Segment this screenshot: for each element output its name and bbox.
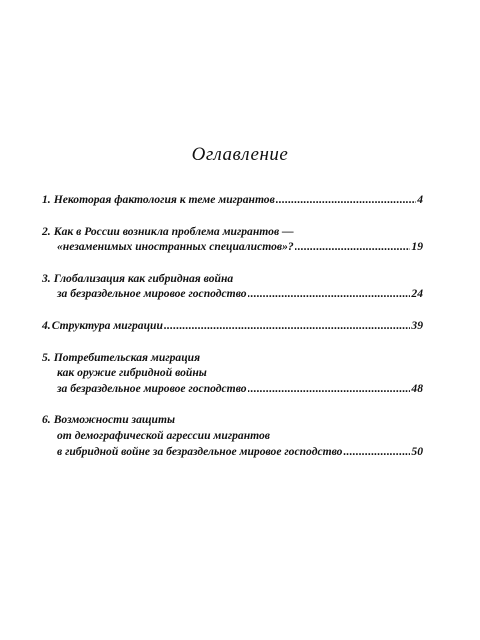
toc-entry-text: Некоторая фактология к теме мигрантов [53,193,275,206]
toc-entry-line [42,318,423,334]
toc-dot-leader [164,318,410,334]
toc-entry-text: Структура миграции [51,318,163,332]
toc-dot-leader [248,286,411,302]
toc-entry-text: за безраздельное мировое господство [57,381,247,395]
toc-dot-leader [343,444,410,460]
toc-page-number: 39 [411,318,423,332]
toc-entry-1[interactable] [42,192,423,208]
toc-entry-line [42,412,423,428]
toc-entry-text: Возможности защиты [53,413,176,427]
toc-entry-text: в гибридной войне за безраздельное мировое господство [57,444,343,458]
toc-list [42,192,423,475]
toc-dot-leader [295,239,411,255]
toc-page-number: 48 [411,381,423,395]
toc-entry-line [42,239,423,255]
toc-entry-3[interactable] [42,271,423,302]
toc-entry-line [42,192,423,208]
toc-entry-text: «незаменимых иностранных специалистов»? [57,240,294,254]
toc-entry-number: 2. [42,224,51,238]
toc-entry-number: 5. [42,350,51,364]
toc-entry-text: Глобализация как гибридная война [53,271,234,285]
toc-entry-text: за безраздельное мировое господство [57,287,247,301]
toc-entry-line [42,428,423,444]
toc-entry-6[interactable] [42,412,423,459]
toc-title: Оглавление [191,144,289,165]
toc-entry-5[interactable] [42,350,423,397]
toc-entry-line [42,381,423,397]
toc-entry-line [42,271,423,287]
toc-entry-4[interactable] [42,318,423,334]
toc-entry-text: Как в России возникла проблема мигрантов — [53,224,294,238]
toc-page-number: 50 [411,444,423,458]
toc-entry-line [42,365,423,381]
toc-dot-leader [248,381,411,397]
toc-entry-line [42,444,423,460]
toc-entry-number: 3. [42,271,51,285]
toc-entry-text: Потребительская миграция [53,350,201,364]
toc-page-number: 4 [417,193,423,206]
toc-entry-number: 6. [42,413,51,427]
toc-entry-line [42,350,423,366]
toc-entry-2[interactable] [42,224,423,255]
toc-entry-number: 1. [42,193,51,206]
toc-entry-text: от демографической агрессии мигрантов [57,428,270,442]
toc-entry-text: как оружие гибридной войны [57,366,207,380]
toc-entry-line [42,224,423,240]
toc-page-number: 24 [411,287,423,301]
toc-entry-line [42,286,423,302]
toc-dot-leader [276,192,416,208]
toc-page-number: 19 [411,240,423,254]
toc-entry-number: 4. [42,318,51,332]
